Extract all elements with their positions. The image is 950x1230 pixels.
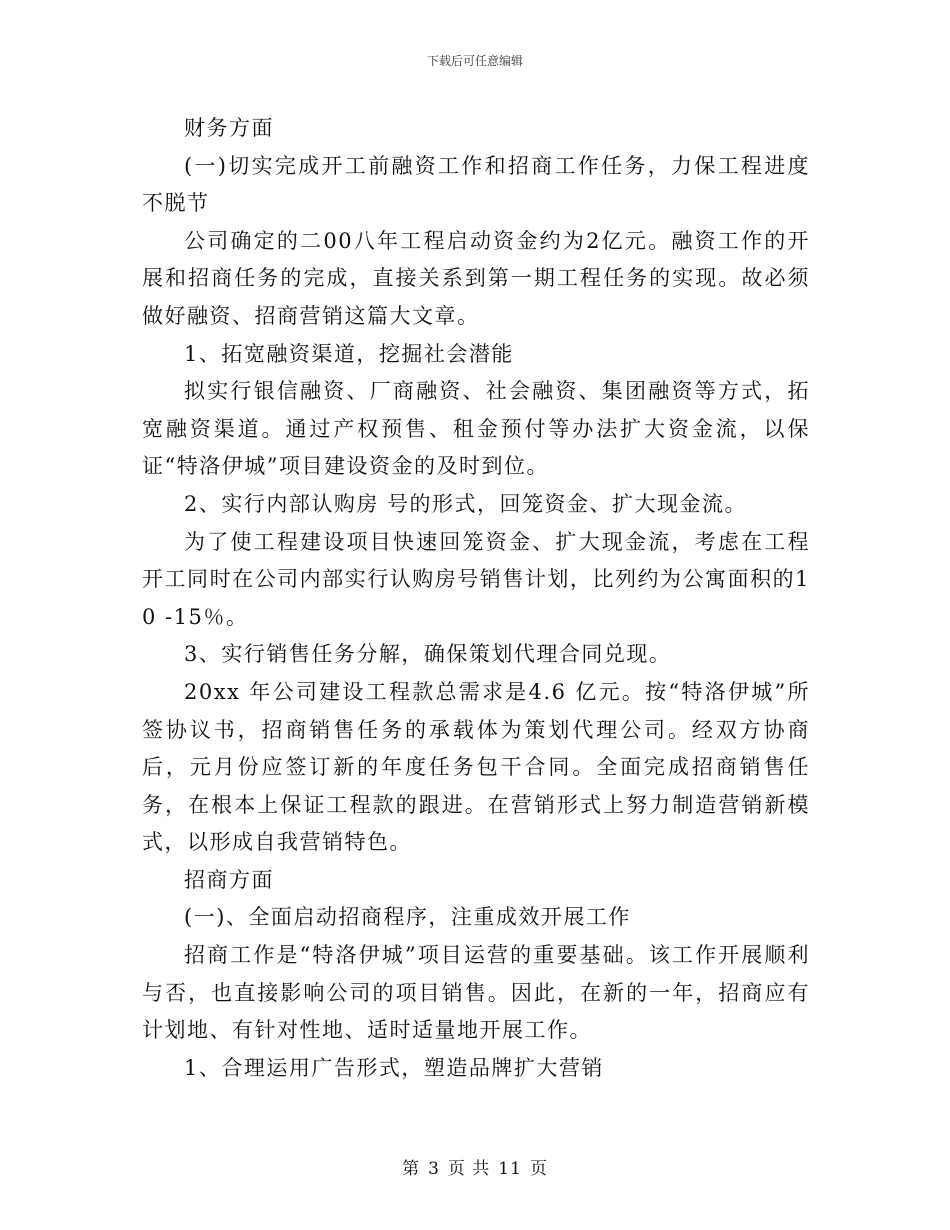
page-number: 3 (428, 1159, 440, 1179)
paragraph-investment-basis: 招商工作是“特洛伊城”项目运营的重要基础。该工作开展顺利与否，也直接影响公司的项目销售。因此，在新的一年，招商应有计划地、有针对性地、适时适量地开展工作。 (142, 943, 810, 1043)
footer-prefix: 第 (402, 1159, 421, 1179)
paragraph-financing-methods: 拟实行银信融资、厂商融资、社会融资、集团融资等方式，拓宽融资渠道。通过产权预售、租金预付等办法扩大资金流，以保证“特洛伊城”项目建设资金的及时到位。 (142, 379, 810, 479)
subheading-investment-program: (一)、全面启动招商程序，注重成效开展工作 (184, 905, 631, 930)
page-footer (0, 1154, 950, 1179)
footer-suffix: 页 (529, 1159, 548, 1179)
total-pages: 11 (498, 1159, 522, 1179)
section-heading-finance: 财务方面 (184, 116, 274, 140)
paragraph-startup-funds: 公司确定的二00八年工程启动资金约为2亿元。融资工作的开展和招商任务的完成，直接关系到第一期工程任务的实现。故必须做好融资、招商营销这篇大文章。 (142, 228, 810, 328)
item-heading-financing-channels: 1、拓宽融资渠道，挖掘社会潜能 (184, 341, 514, 366)
item-heading-sales-task: 3、实行销售任务分解，确保策划代理合同兑现。 (184, 642, 672, 667)
paragraph-internal-subscription: 为了使工程建设项目快速回笼资金、扩大现金流，考虑在工程开工同时在公司内部实行认购房号销售计划，比列约为公寓面积的10 -15％。 (142, 529, 810, 629)
item-heading-internal-subscription: 2、实行内部认购房 号的形式，回笼资金、扩大现金流。 (184, 491, 748, 516)
page-header: 下载后可任意编辑 (426, 54, 523, 68)
footer-middle: 页 共 (447, 1159, 491, 1179)
document-body (142, 110, 810, 1087)
paragraph-sales-task: 20xx 年公司建设工程款总需求是4.6 亿元。按“特洛伊城”所签协议书，招商销售任务的承载体为策划代理公司。经双方协商后，元月份应签订新的年度任务包干合同。全面完成招商销售任务，在根本上保证工程款的跟进。在营销形式上努力制造营销新模式，以形成自我营销特色。 (142, 679, 810, 855)
item-heading-advertising: 1、合理运用广告形式，塑造品牌扩大营销 (184, 1055, 604, 1080)
section-heading-investment: 招商方面 (184, 867, 274, 892)
subheading-financing-tasks: (一)切实完成开工前融资工作和招商工作任务，力保工程进度不脱节 (142, 153, 810, 216)
